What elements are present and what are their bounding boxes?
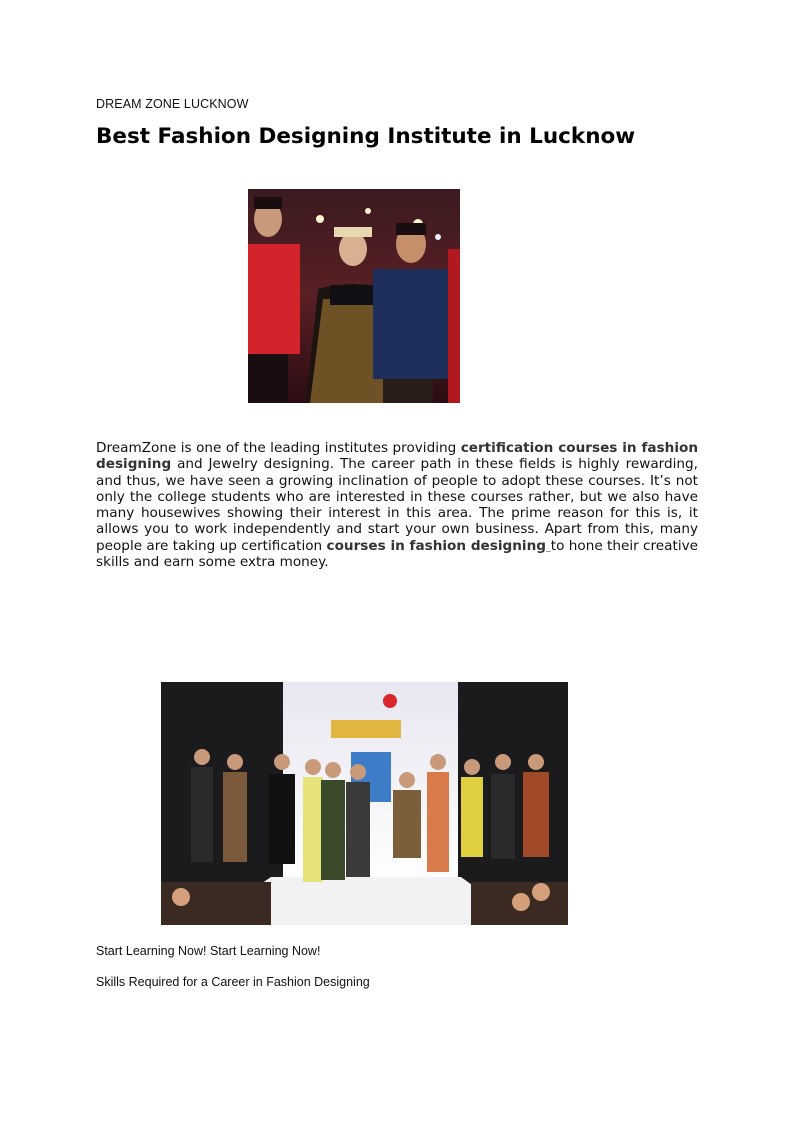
fashion-show-group-photo-icon [161, 682, 568, 925]
intro-text-start: DreamZone is one of the leading institutes providing [96, 440, 461, 456]
intro-text-end: to hone their creative skills and earn some extra money. [96, 537, 699, 571]
courses-fashion-designing-link[interactable]: courses in fashion designing [326, 537, 547, 554]
skills-heading: Skills Required for a Career in Fashion Designing [96, 975, 370, 989]
certification-courses-link[interactable]: certification courses in fashion designing [96, 440, 698, 473]
runway-photo-icon [248, 189, 460, 403]
organization-name: DREAM ZONE LUCKNOW [96, 97, 249, 111]
fashion-show-photo [161, 682, 568, 925]
intro-paragraph [96, 440, 698, 570]
intro-text-middle: and Jewelry designing. The career path in these fields is highly rewarding, and thus, we have seen a growing inclination of people to adopt these courses. It’s not only the college students who are interested in these courses rather, but we also have many housewives showing their interest in this area. The prime reason for this is, it allows you to work independently and start your own business. Apart from this, many people are taking up certification [96, 456, 698, 554]
runway-photo [248, 189, 460, 403]
start-learning-text: Start Learning Now! Start Learning Now! [96, 944, 321, 958]
page-title: Best Fashion Designing Institute in Lucknow [96, 124, 636, 149]
